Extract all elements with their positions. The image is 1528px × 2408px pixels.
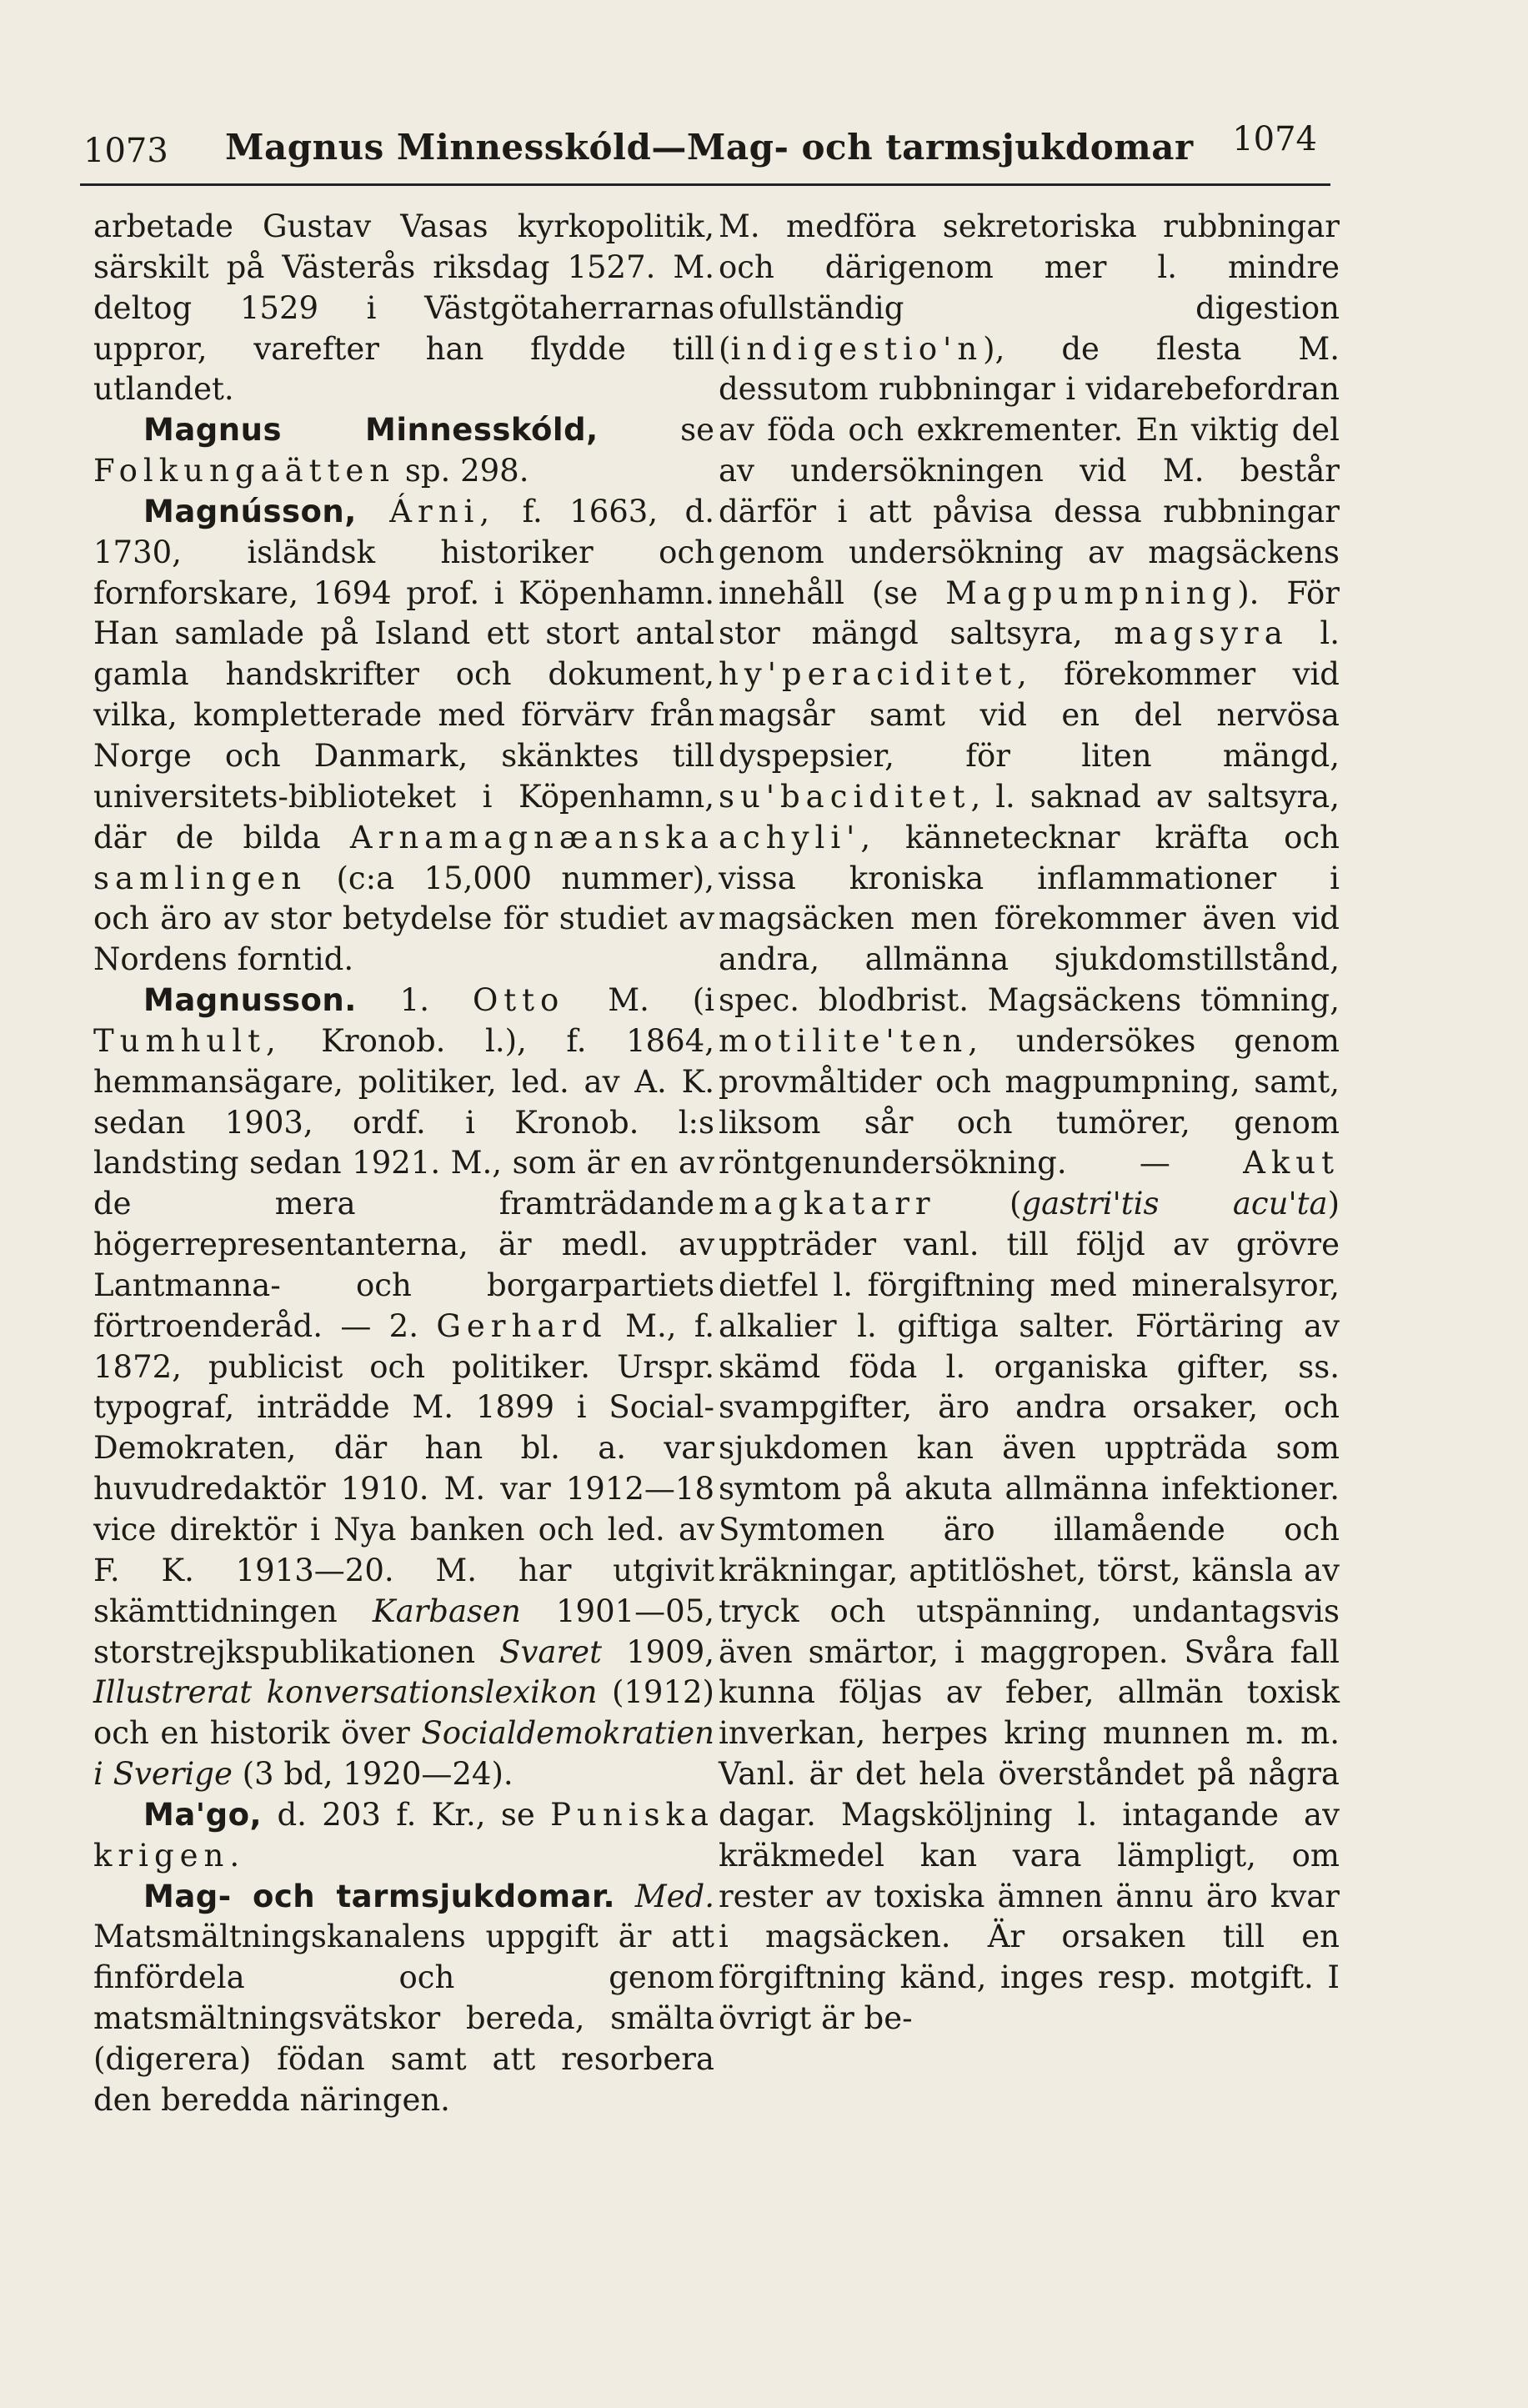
page-number-left: 1073 — [83, 132, 168, 170]
cross-reference: Magpumpning — [945, 574, 1238, 611]
running-title: Magnus Minnesskóld—Mag- och tarmsjukdomar — [225, 127, 1194, 168]
headword: Magnússon, — [143, 493, 357, 529]
entry-magnusson-arni: Magnússon, Árni, f. 1663, d. 1730, isländsk historiker och fornforskare, 1694 prof. i Köpenhamn. Han samlade på Island ett stort antal gamla handskrifter och dokument, vilka, kompletterade med förvärv från Norge och Danmark, skänktes till universitets-biblioteket i Köpenhamn, där de bilda Arnamagnæanska samlingen (c:a 15,000 nummer), och äro av stor betydelse för studiet av Nordens forntid. — [93, 493, 715, 978]
entry-magnusson: Magnusson. 1. Otto M. (i Tumhult, Kronob. l.), f. 1864, hemmansägare, politiker, led. av A. K. sedan 1903, ordf. i Kronob. l:s landsting sedan 1921. M., som är en av de mera framträdande högerrepresentanterna, är medl. av Lantmanna- och borgarpartiets förtroenderåd. — 2. Gerhard M., f. 1872, publicist och politiker. Urspr. typograf, inträdde M. 1899 i Social-Demokraten, där han bl. a. var huvudredaktör 1910. M. var 1912—18 vice direktör i Nya banken och led. av F. K. 1913—20. M. har utgivit skämttidningen Karbasen 1901—05, storstrejkspublikationen Svaret 1909, Illustrerat konversationslexikon (1912) och en historik över Socialdemokratien i Sverige (3 bd, 1920—24). — [93, 982, 715, 1793]
page-number-right: 1074 — [1232, 120, 1317, 158]
entry-mago: Ma'go, d. 203 f. Kr., se Puniska krigen. — [93, 1796, 714, 1874]
left-column — [93, 207, 714, 2121]
headword: Magnus Minnesskóld, — [143, 412, 599, 449]
entry-mag-och-tarmsjukdomar: Mag- och tarmsjukdomar. Med. Matsmältningskanalens uppgift är att finfördela och genom matsmältningsvätskor bereda, smälta (digerera) födan samt att resorbera den beredda näringen. — [93, 1878, 714, 2118]
header-rule — [80, 183, 1330, 186]
headword: Magnusson. — [143, 982, 357, 1019]
headword: Mag- och tarmsjukdomar. — [143, 1878, 616, 1914]
continued-text: arbetade Gustav Vasas kyrkopolitik, särskilt på Västerås riksdag 1527. M. deltog 1529 i Västgötaherrarnas uppror, varefter han flydde till utlandet. — [93, 208, 714, 408]
cross-reference: Folkungaätten — [93, 453, 396, 489]
headword: Ma'go, — [143, 1796, 263, 1833]
running-header — [83, 115, 1317, 173]
entry-continuation: M. medföra sekretoriska rubbningar och därigenom mer l. mindre ofullständig digestion (indigestio'n), de flesta M. dessutom rubbningar i vidarebefordran av föda och exkrementer. En viktig del av undersökningen vid M. består därför i att påvisa dessa rubbningar genom undersökning av magsäckens innehåll (se Magpumpning). För stor mängd saltsyra, magsyra l. hy'peraciditet, förekommer vid magsår samt vid en del nervösa dyspepsier, för liten mängd, su'baciditet, l. saknad av saltsyra, achyli', kännetecknar kräfta och vissa kroniska inflammationer i magsäcken men förekommer även vid andra, allmänna sjukdomstillstånd, spec. blodbrist. Magsäckens tömning, motilite'ten, undersökes genom provmåltider och magpumpning, samt, liksom sår och tumörer, genom röntgenundersökning. — Akut magkatarr (gastri'tis acu'ta) uppträder vanl. till följd av grövre dietfel l. förgiftning med mineralsyror, alkalier l. giftiga salter. Förtäring av skämd föda l. organiska gifter, ss. svampgifter, äro andra orsaker, och sjukdomen kan även uppträda som symtom på akuta allmänna infektioner. Symtomen äro illamående och kräkningar, aptitlöshet, törst, känsla av tryck och utspänning, undantagsvis även smärtor, i maggropen. Svåra fall kunna följas av feber, allmän toxisk inverkan, herpes kring munnen m. m. Vanl. är det hela överståndet på några dagar. Magsköljning l. intagande av kräkmedel kan vara lämpligt, om rester av toxiska ämnen ännu äro kvar i magsäcken. Är orsaken till en förgiftning känd, inges resp. motgift. I övrigt är be- — [719, 208, 1340, 2037]
entry-magnus-minnesskold: Magnus Minnesskóld, se Folkungaätten sp. 298. — [93, 412, 714, 489]
cross-reference: Puniska krigen. — [93, 1796, 714, 1874]
right-column — [719, 207, 1340, 2039]
